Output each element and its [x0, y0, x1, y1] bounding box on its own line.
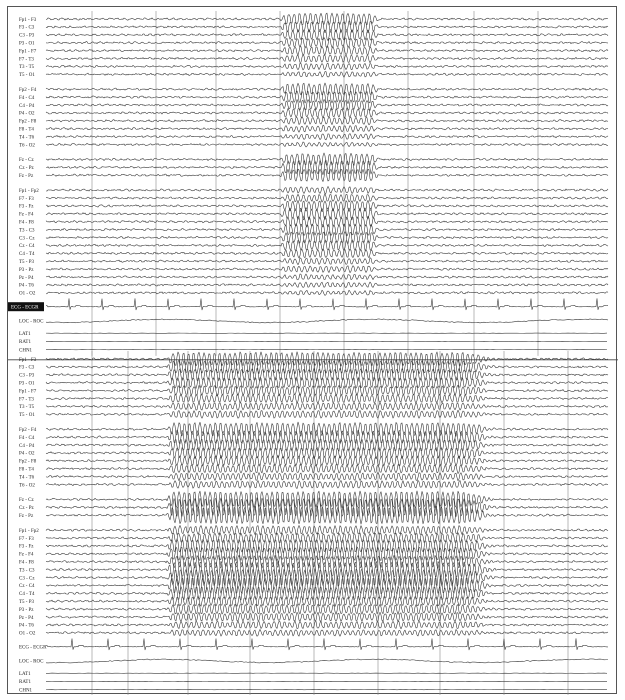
- panel-1-trace-eeg: [46, 21, 608, 33]
- channel-label: T5 - P3: [19, 260, 34, 265]
- panel-1-trace-eeg: [46, 117, 608, 125]
- panel-1-trace-eeg: [46, 160, 608, 175]
- panel-2-trace-eeg: [46, 555, 608, 568]
- panel-1-trace-eeg: [46, 29, 608, 40]
- channel-label: F4 - F8: [19, 220, 34, 226]
- channel-label: ECG - ECGR: [11, 305, 39, 311]
- channel-label: F7 - T3: [19, 397, 34, 403]
- channel-label: LAT1: [19, 332, 31, 338]
- channel-label: Fp1 - F3: [19, 17, 37, 23]
- channel-label: T3 - C3: [19, 568, 35, 574]
- panel-2-trace-eeg: [46, 472, 608, 480]
- channel-label: Fp2 - F4: [19, 88, 37, 93]
- channel-label: Fp2 - F8: [19, 119, 37, 125]
- panel-1-trace-eeg: [46, 83, 608, 95]
- panel-1-trace-eeg: [46, 208, 608, 220]
- panel-2-trace-eeg: [46, 394, 608, 404]
- panel-2-trace-eeg: [46, 422, 608, 436]
- channel-label: T5 - O1: [19, 413, 35, 419]
- channel-label: RAT1: [19, 340, 31, 346]
- panel-2-trace-loc: [46, 659, 608, 663]
- channel-label: T3 - T5: [19, 65, 35, 71]
- panel-2-trace-eeg: [46, 447, 608, 459]
- panel-2-trace-eeg: [46, 438, 608, 451]
- channel-label: P3 - Pz: [19, 607, 34, 613]
- channel-label: CHN1: [19, 688, 33, 694]
- panel-1-trace-eeg: [46, 153, 608, 166]
- channel-label: F3 - C3: [19, 365, 35, 371]
- panel-1-trace-eeg: [46, 46, 608, 55]
- channel-label: Cz - C4: [19, 584, 35, 590]
- channel-label: C3 - Cz: [19, 236, 35, 242]
- channel-label: P4 - T6: [19, 623, 34, 629]
- channel-label: LAT1: [19, 672, 31, 678]
- channel-label: P4 - T6: [19, 283, 34, 289]
- panel-2-trace-eeg: [46, 629, 608, 636]
- panel-2-trace-eeg: [46, 621, 608, 629]
- panel-1-trace-eeg: [46, 232, 608, 244]
- panel-1-trace-eeg: [46, 216, 608, 227]
- channel-label: Fp1 - Fp2: [19, 528, 39, 534]
- channel-label: F3 - Fz: [19, 204, 34, 210]
- channel-label: Fz - F4: [19, 552, 34, 558]
- channel-label: F8 - T4: [19, 127, 34, 133]
- panel-1-trace-eeg: [46, 258, 608, 265]
- channel-label: Fp2 - F8: [19, 459, 37, 465]
- channel-label: O1 - O2: [19, 631, 36, 637]
- panel-2-trace-eeg: [46, 480, 608, 488]
- panel-2-trace-eeg: [46, 377, 608, 389]
- eeg-trace-plot: [8, 7, 618, 695]
- panel-1-trace-ecg: [46, 299, 608, 310]
- eeg-recording-frame: [7, 6, 617, 694]
- panel-1-trace-loc: [46, 319, 608, 323]
- channel-label: F4 - C4: [19, 95, 35, 101]
- channel-label: C3 - P3: [19, 373, 35, 379]
- panel-2-trace-eeg: [46, 410, 608, 418]
- panel-2-trace-eeg: [46, 596, 608, 607]
- channel-label: C4 - T4: [19, 252, 35, 258]
- channel-label: Fp1 - F3: [19, 357, 37, 363]
- panel-2-trace-eeg: [46, 402, 608, 410]
- channel-label: T4 - T6: [19, 475, 35, 481]
- panel-2-trace-eeg: [46, 464, 608, 474]
- panel-1-trace-eeg: [46, 125, 608, 132]
- panel-2-trace-eeg: [46, 498, 608, 517]
- channel-label: Pz - P4: [19, 615, 34, 621]
- channel-label: Cz - Pz: [19, 166, 34, 172]
- channel-label: Fp2 - F4: [19, 428, 37, 433]
- channel-label: C3 - P3: [19, 33, 35, 39]
- panel-1-trace-eeg: [46, 266, 608, 273]
- channel-label: T3 - C3: [19, 228, 35, 234]
- panel-2-trace-eeg: [46, 612, 608, 621]
- channel-label: T6 - O2: [19, 483, 35, 489]
- panel-2-trace-eeg: [46, 533, 608, 544]
- channel-label: F8 - T4: [19, 467, 34, 473]
- panel-2-trace-eeg: [46, 430, 608, 444]
- channel-label: Cz - C4: [19, 244, 35, 250]
- channel-label: P3 - Pz: [19, 267, 34, 273]
- channel-label: P3 - O1: [19, 41, 35, 47]
- channel-label: RAT1: [19, 680, 31, 686]
- panel-2-trace-ecg: [46, 638, 608, 649]
- channel-label: T5 - O1: [19, 73, 35, 79]
- channel-label: O1 - O2: [19, 291, 36, 297]
- channel-label: Pz - P4: [19, 275, 34, 281]
- panel-1-trace-eeg: [46, 134, 608, 140]
- channel-label: CHN1: [19, 348, 33, 354]
- channel-label: Fz - F4: [19, 212, 34, 218]
- channel-label: Fz - Pz: [19, 514, 34, 519]
- channel-label: T3 - T5: [19, 405, 35, 411]
- panel-1-trace-eeg: [46, 186, 608, 193]
- panel-1-trace-eeg: [46, 282, 608, 288]
- channel-label: F3 - C3: [19, 25, 35, 31]
- panel-2-trace-eeg: [46, 491, 608, 508]
- channel-label: LOC - ROC: [19, 659, 44, 665]
- channel-label: C4 - P4: [19, 443, 35, 449]
- channel-label: T5 - P3: [19, 600, 34, 605]
- channel-label: Fz - Pz: [19, 174, 34, 179]
- channel-label: T6 - O2: [19, 143, 35, 149]
- channel-label: F7 - F3: [19, 196, 34, 202]
- channel-label: T4 - T6: [19, 135, 35, 141]
- channel-label: F3 - Fz: [19, 544, 34, 550]
- channel-label: C4 - T4: [19, 592, 35, 598]
- channel-label: P4 - O2: [19, 111, 35, 117]
- panel-2-trace-eeg: [46, 360, 608, 374]
- channel-label: F4 - F8: [19, 560, 34, 566]
- panel-1-trace-eeg: [46, 249, 608, 258]
- panel-2-trace-eeg: [46, 561, 608, 578]
- channel-label: Fp1 - F7: [19, 389, 37, 395]
- panel-2-trace-eeg: [46, 604, 608, 615]
- panel-2-trace-eeg: [46, 569, 608, 587]
- channel-label: Fz - Cz: [19, 498, 34, 504]
- channel-label: F7 - T3: [19, 57, 34, 63]
- channel-label: LOC - ROC: [19, 319, 44, 325]
- panel-2-trace-eeg: [46, 352, 608, 366]
- channel-label: P3 - O1: [19, 381, 35, 387]
- channel-label: C4 - P4: [19, 103, 35, 109]
- panel-1-trace-eeg: [46, 274, 608, 280]
- panel-1-trace-eeg: [46, 72, 608, 78]
- channel-label: ECG - ECGR: [19, 645, 47, 651]
- panel-2-trace-eeg: [46, 547, 608, 561]
- panel-1-trace-eeg: [46, 194, 608, 203]
- channel-label: Fp1 - Fp2: [19, 188, 39, 194]
- panel-1-trace-eeg: [46, 55, 608, 63]
- panel-1-trace-eeg: [46, 169, 608, 182]
- panel-2-trace-eeg: [46, 455, 608, 466]
- panel-1-trace-eeg: [46, 290, 608, 295]
- channel-label: P4 - O2: [19, 451, 35, 457]
- channel-label: F4 - C4: [19, 435, 35, 441]
- panel-2-trace-eeg: [46, 385, 608, 396]
- panel-2-trace-eeg: [46, 525, 608, 534]
- channel-label: Fp1 - F7: [19, 49, 37, 55]
- panel-1-trace-eeg: [46, 224, 608, 236]
- panel-1-trace-eeg: [46, 63, 608, 70]
- channel-label: Fz - Cz: [19, 158, 34, 164]
- channel-label: Cz - Pz: [19, 506, 34, 512]
- panel-1-trace-eeg: [46, 142, 608, 147]
- channel-label: C3 - Cz: [19, 576, 35, 582]
- channel-label: F7 - F3: [19, 536, 34, 542]
